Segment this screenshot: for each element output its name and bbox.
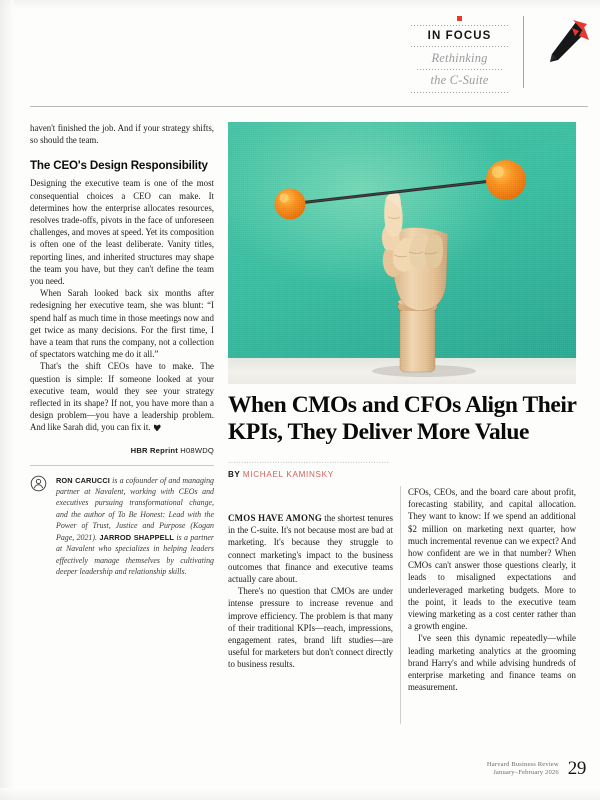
dotted-rule: [417, 68, 502, 71]
masthead-vertical-divider: [523, 16, 524, 88]
masthead-subtitle-line2: the C-Suite: [430, 73, 489, 88]
byline-dotted-rule: [228, 461, 388, 463]
hero-film-grain: [228, 122, 576, 384]
bio-author-name: JARROD SHAPPELL: [99, 532, 174, 542]
bio-author-name: RON CARUCCI: [56, 475, 110, 485]
in-focus-block: [410, 14, 509, 96]
section-heading: The CEO's Design Responsibility: [30, 159, 208, 173]
continued-paragraph: haven't finished the job. And if your strategy shifts, so should the team.: [30, 123, 214, 146]
bio-author-text: is a partner at Navalent who specializes in helping leaders effectively manage themselves by cultivating deeper leadership and relationship skills.: [56, 532, 214, 576]
issue-date: January–February 2026: [493, 769, 559, 776]
byline-author: MICHAEL KAMINSKY: [242, 470, 334, 479]
author-bio: [30, 475, 214, 578]
dart-arrow-icon: [546, 18, 590, 71]
page-number: 29: [567, 758, 586, 779]
page-edge-shading-top: [0, 0, 600, 10]
lead-paragraph: CMOS HAVE AMONG the shortest tenures in the C-suite. It's not because most are bad at marketing. It's because they struggle to connect marketing's impact to the business outcomes that finance and executive teams actually care about.: [228, 513, 393, 585]
paragraph: I've seen this dynamic repeatedly—while leading marketing analytics at the grooming brand Harry's and while advising hundreds of enterprise marketing and finance teams on measurement.: [408, 633, 576, 693]
paragraph: Designing the executive team is one of the most consequential choices a CEO can make. It determines how the enterprise allocates resources, resolves trade-offs, pivots in the face of unforeseen challenges, and moves at speed. Yet its composition is often one of the least deliberate. Vanity titles, reporting lines, and inherited structures may shape the team you have, but they can't define the team you need.: [30, 178, 214, 287]
author-avatar-icon: [30, 475, 47, 495]
article-headline: When CMOs and CFOs Align Their KPIs, They Deliver More Value: [228, 392, 576, 445]
end-mark-icon: [154, 424, 161, 431]
reprint-code: H08WDQ: [180, 445, 214, 455]
footer-publication-meta: [487, 761, 559, 778]
dotted-rule: [410, 24, 509, 27]
reprint-line: [30, 446, 214, 455]
publication-name: Harvard Business Review: [486, 760, 559, 768]
page-edge-shading-bottom: [0, 788, 600, 800]
left-text-column: [30, 122, 214, 577]
reprint-label: HBR Reprint: [130, 445, 178, 455]
paragraph: There's no question that CMOs are under intense pressure to increase revenue and improve efficiency. The problem is that many of their traditional KPIs—reach, impressions, engagement rates, brand lift studies—are useful for marketers but don't connect directly to business results.: [228, 586, 393, 670]
paragraph: CFOs, CEOs, and the board care about profit, forecasting stability, and capital allocation. They want to know: If we spend an additional $2 million on marketing next quarter, how much incremental revenue can we expect? And how confident are we in that number? When CMOs can't answer those questions clearly, it leads to misaligned expectations and underleveraged marketing budgets. More to the point, it leads to the executive team viewing marketing as a cost center rather than a growth engine.: [408, 487, 576, 632]
header-hairline-rule: [30, 106, 588, 107]
hero-photograph: [228, 122, 576, 384]
article-middle-column: [228, 512, 393, 671]
masthead-kicker: IN FOCUS: [427, 29, 492, 42]
byline-prefix: BY: [228, 470, 241, 479]
page-footer: [487, 758, 586, 780]
dotted-rule: [410, 45, 509, 48]
page-edge-shading-left: [0, 0, 14, 800]
article-byline: [228, 470, 334, 479]
bio-divider-rule: [30, 465, 214, 466]
masthead: [410, 14, 590, 90]
paragraph: When Sarah looked back six months after redesigning her executive team, she was blunt: “I spend half as much time in those meetings now and get twice as many decisions. For the first time, I have a team that runs the company, not a collection of spectators watching me do it all.”: [30, 288, 214, 360]
bio-author-text: is a cofounder of and managing partner at Navalent, working with CEOs and executives pursuing transformational change, and the author of To Be Honest: Lead with the Power of Trust, Justice and Purpose (Kogan Page, 2021).: [56, 475, 214, 542]
dotted-rule: [410, 91, 509, 94]
lead-in-text: CMOS HAVE AMONG: [228, 513, 322, 523]
column-divider-rule: [400, 486, 401, 724]
masthead-subtitle-line1: Rethinking: [431, 50, 488, 65]
article-right-column: [408, 486, 576, 693]
red-square-accent-icon: [457, 16, 462, 21]
paragraph-final: That's the shift CEOs have to make. The question is simple: If someone looked at your executive team, would they see your strategy reflected in its shape? If not, you have more than a design problem—you have a leadership problem. And like Sarah did, you can fix it.: [30, 361, 214, 433]
